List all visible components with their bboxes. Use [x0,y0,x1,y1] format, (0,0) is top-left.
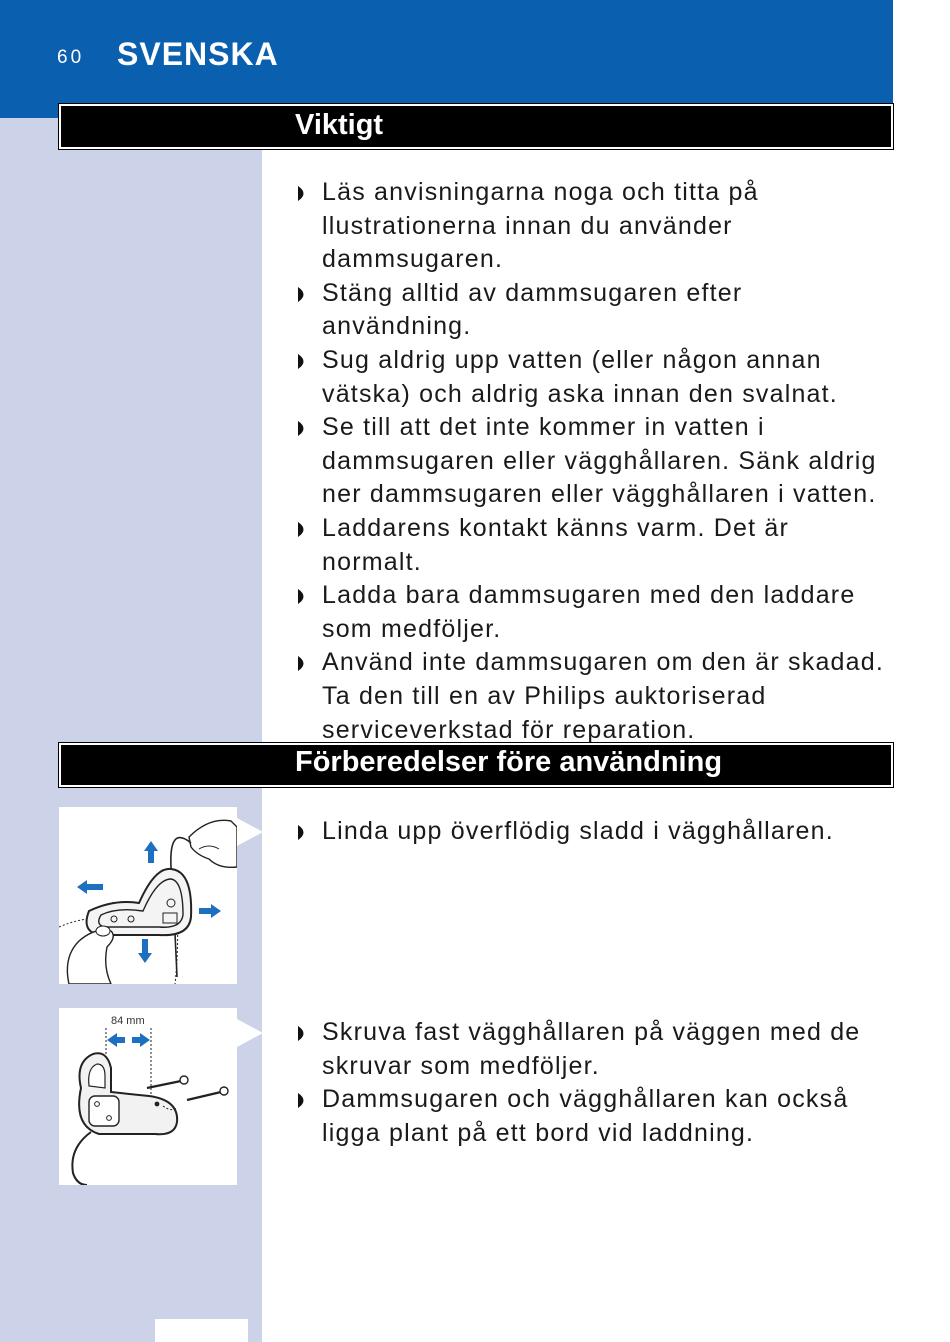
list-item: Se till att det inte kommer in vatten i dammsugaren eller vägghållaren. Sänk aldrig ner dammsugaren eller vägghållaren i vatten. [296,411,896,512]
list-item: Sug aldrig upp vatten (eller någon annan vätska) och aldrig aska innan den svalnat. [296,344,896,411]
figure-pointer [237,1019,263,1047]
cord-wrap-drawing [59,807,237,984]
step2-bullet-list [296,1016,896,1150]
figure-pointer [237,818,263,846]
list-item: Använd inte dammsugaren om den är skadad. Ta den till en av Philips auktoriserad serviceverkstad för reparation. [296,646,896,747]
section-title-important: Viktigt [295,109,384,141]
bullet-icon [296,655,310,672]
bullet-icon [296,420,310,437]
bullet-icon [296,521,310,538]
list-item: Skruva fast vägghållaren på väggen med de skruvar som medföljer. [296,1016,896,1083]
cord-wrap-illustration [59,807,237,984]
wall-mount-illustration [59,1008,237,1185]
bullet-icon [296,185,310,202]
list-item: Laddarens kontakt känns varm. Det är normalt. [296,512,896,579]
bullet-icon [296,286,310,303]
step1-bullet-list [296,815,896,849]
important-bullet-list [296,176,896,747]
bullet-icon [296,1092,310,1109]
bullet-icon [296,588,310,605]
list-item: Stäng alltid av dammsugaren efter användning. [296,277,896,344]
page-number: 60 [57,47,85,68]
section-header-important [59,104,893,149]
dimension-label: 84 mm [111,1015,145,1027]
section-title-preparation: Förberedelser före användning [295,746,723,778]
list-item: Linda upp överflödig sladd i vägghållaren. [296,815,896,849]
bullet-icon [296,824,310,841]
section-header-preparation [59,743,893,787]
footer-tab [155,1319,248,1342]
bullet-icon [296,353,310,370]
language-title: SVENSKA [117,36,279,72]
list-item: Ladda bara dammsugaren med den laddare som medföljer. [296,579,896,646]
list-item: Dammsugaren och vägghållaren kan också ligga plant på ett bord vid laddning. [296,1083,896,1150]
list-item: Läs anvisningarna noga och titta på llustrationerna innan du använder dammsugaren. [296,176,896,277]
wall-mount-drawing [59,1008,237,1185]
bullet-icon [296,1025,310,1042]
